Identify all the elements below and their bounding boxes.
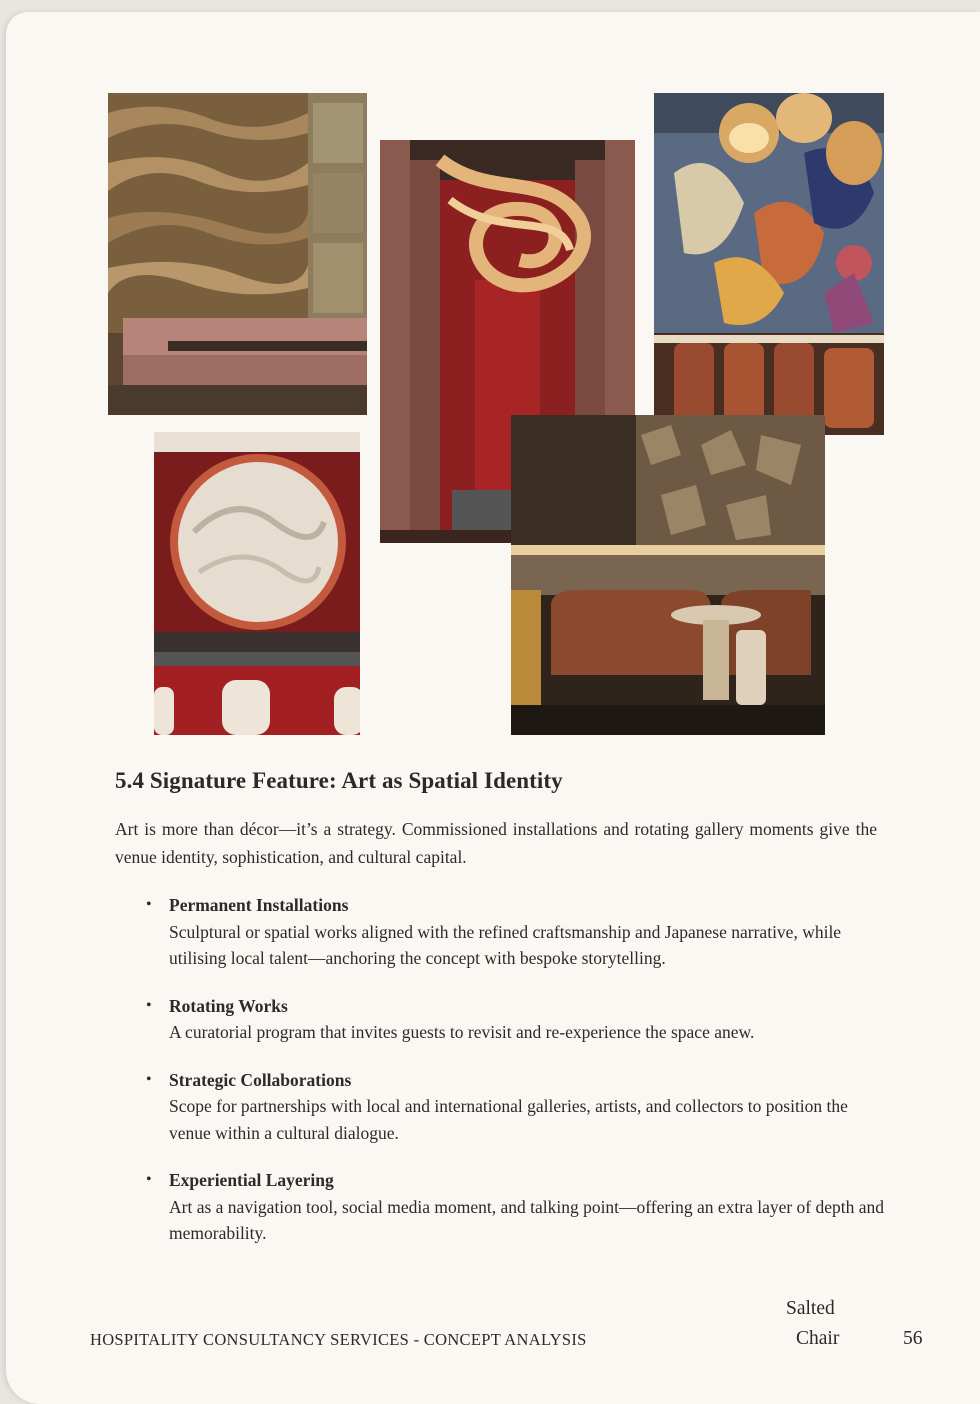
brand-name-line1: Salted [786,1298,835,1319]
feature-description: Art as a navigation tool, social media moment, and talking point—offering an extra layer of depth and memorability. [169,1196,885,1243]
bullet-icon: • [146,896,152,913]
list-item [146,993,886,1046]
list-item [146,1167,886,1247]
photo-textured-wall-banquette [108,93,367,415]
page-number: 56 [903,1328,923,1349]
list-item [146,1067,886,1147]
footer-title: HOSPITALITY CONSULTANCY SERVICES - CONCEPT ANALYSIS [90,1330,587,1349]
feature-list [146,892,886,1247]
bullet-icon: • [146,996,152,1014]
feature-title: Experiential Layering [169,1170,334,1190]
list-item [146,892,886,972]
feature-title: Rotating Works [169,995,288,1016]
bullet-icon: • [146,1171,152,1188]
feature-title: Strategic Collaborations [169,1069,352,1090]
feature-description: Sculptural or spatial works aligned with the refined craftsmanship and Japanese narrative, while utilising local talent—anchoring the concept with bespoke storytelling. [169,921,842,968]
section-heading: 5.4 Signature Feature: Art as Spatial Identity [115,768,563,793]
bullet-icon: • [146,1070,152,1088]
photo-booth-sculpted-wall [511,415,825,735]
feature-description: Scope for partnerships with local and international galleries, artists, and collectors to position the venue within a cultural dialogue. [169,1096,848,1143]
photo-mural-lanterns [654,93,884,435]
brand-name-line2: Chair [796,1328,840,1349]
intro-paragraph: Art is more than décor—it’s a strategy. Commissioned installations and rotating gallery moments give the venue identity, sophistication, and cultural capital. [115,819,877,867]
feature-description: A curatorial program that invites guests to revisit and re-experience the space anew. [169,1022,755,1042]
feature-title: Permanent Installations [169,895,349,915]
photo-circular-relief-bar [154,432,360,735]
document-page [6,12,980,1404]
